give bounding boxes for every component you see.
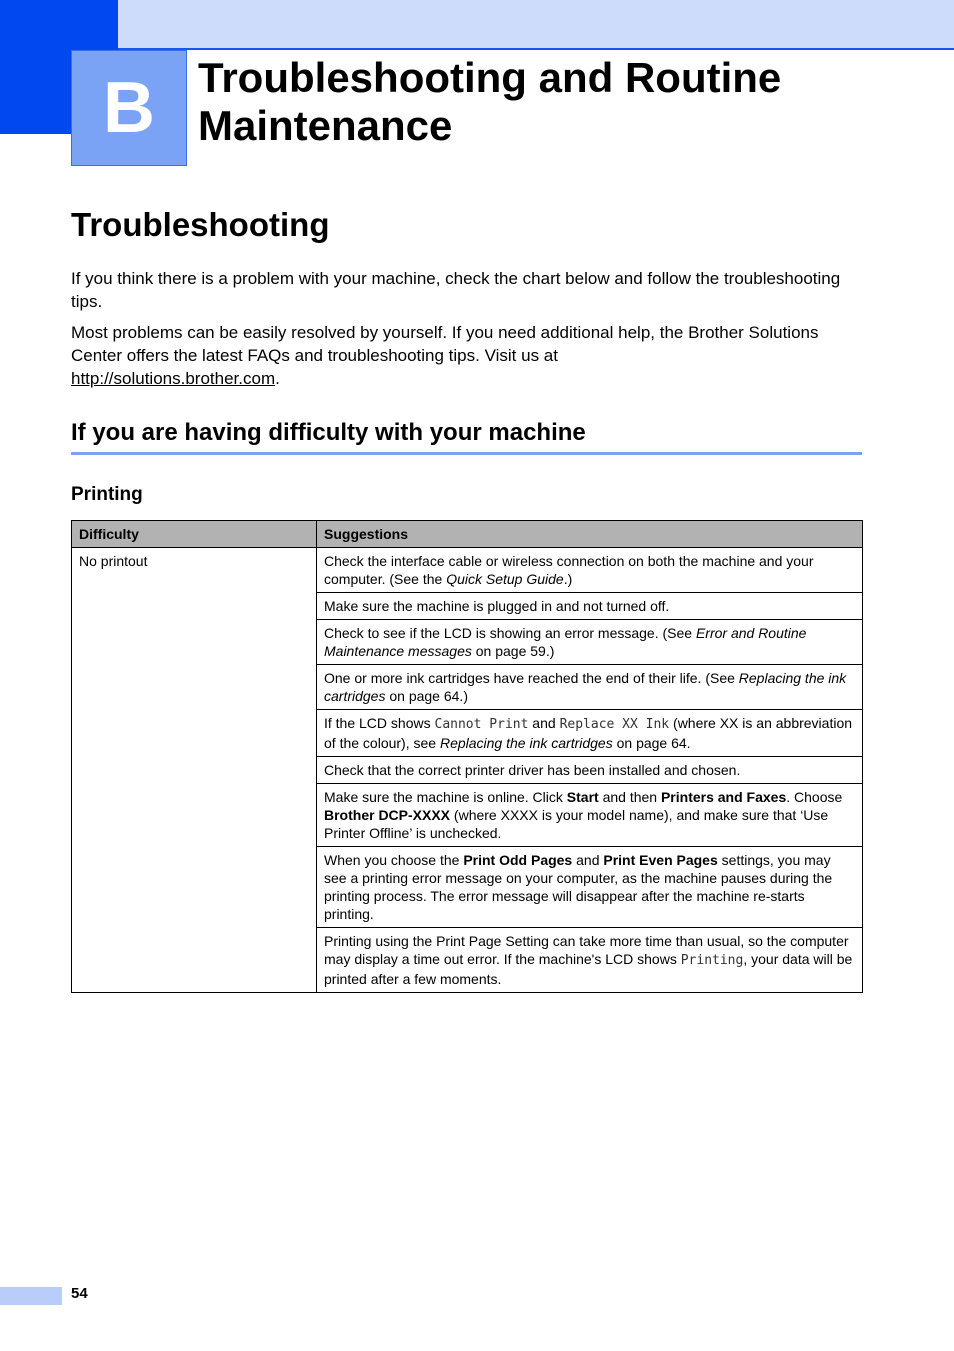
page-number: 54: [71, 1285, 88, 1302]
suggestion-ref: Replacing the ink cartridges: [324, 670, 847, 704]
suggestion-ref: Replacing the ink cartridges: [439, 735, 613, 751]
ui-term: Print Even Pages: [603, 852, 718, 868]
suggestion-text: If the LCD shows: [324, 715, 435, 731]
page-number-tab: [0, 1287, 62, 1305]
suggestion-cell: [317, 757, 863, 784]
suggestion-text: Make sure the machine is online. Click: [324, 789, 567, 805]
suggestion-text: (where XX is an abbreviation of the colour), see: [324, 715, 853, 751]
chapter-letter: B: [103, 68, 155, 148]
suggestion-text: settings, you may see a printing error message on your computer, as the machine pauses during the printing process. The error message will disappear after the machine re-starts printing.: [324, 852, 833, 922]
suggestion-text: .): [563, 571, 573, 587]
help-text: Most problems can be easily resolved by yourself. If you need additional help, the Brother Solutions Center offers the latest FAQs and troubleshooting tips. Visit us at: [71, 323, 819, 365]
header-suggestions: Suggestions: [317, 521, 863, 548]
suggestion-text: , your data will be printed after a few moments.: [324, 951, 853, 987]
ui-term: Start: [566, 789, 599, 805]
suggestion-text: (where XXXX is your model name), and make sure that ‘Use Printer Offline’ is unchecked.: [324, 807, 829, 841]
suggestion-cell: [317, 784, 863, 847]
suggestion-text: One or more ink cartridges have reached the end of their life. (See: [324, 670, 739, 686]
table-row: [72, 548, 863, 593]
section-title: Troubleshooting: [71, 206, 330, 243]
suggestion-text: on page 64.: [612, 735, 691, 751]
suggestion-ref: Error and Routine Maintenance messages: [324, 625, 807, 659]
suggestion-text: Printing using the Print Page Setting can take more time than usual, so the computer may display a time out error. If the machine's LCD shows: [324, 933, 849, 967]
suggestion-text: When you choose the: [324, 852, 464, 868]
intro-paragraph: If you think there is a problem with your machine, check the chart below and follow the troubleshooting tips.: [71, 269, 841, 311]
suggestion-text: on page 59.): [471, 643, 555, 659]
suggestion-text: . Choose: [786, 789, 843, 805]
suggestion-text: Check that the correct printer driver has been installed and chosen.: [324, 762, 741, 778]
suggestion-cell: [317, 620, 863, 665]
difficulty-cell: No printout: [72, 548, 317, 993]
suggestion-text: and then: [598, 789, 661, 805]
suggestion-text: Check to see if the LCD is showing an error message. (See: [324, 625, 696, 641]
ui-term: Printers and Faxes: [660, 789, 787, 805]
suggestion-text: and: [528, 715, 560, 731]
lcd-message: Cannot Print: [434, 717, 529, 732]
suggestion-cell: [317, 665, 863, 710]
lcd-message: Printing: [680, 953, 744, 968]
suggestion-ref: Quick Setup Guide: [446, 571, 564, 587]
ui-term: Print Odd Pages: [463, 852, 573, 868]
subsection-title: If you are having difficulty with your machine: [71, 418, 862, 455]
suggestion-text: Make sure the machine is plugged in and not turned off.: [324, 598, 670, 614]
troubleshooting-table: [71, 520, 863, 993]
suggestion-cell: [317, 593, 863, 620]
ui-term: Brother DCP-XXXX: [324, 807, 451, 823]
suggestion-cell: [317, 710, 863, 757]
page-content: [71, 205, 862, 993]
table-header-row: [72, 521, 863, 548]
chapter-title: Troubleshooting and Routine Maintenance: [198, 54, 782, 149]
help-paragraph: [71, 321, 862, 390]
top-band: [0, 0, 954, 49]
suggestion-text: on page 64.): [385, 688, 468, 704]
suggestion-cell: [317, 548, 863, 593]
suggestion-text: Check the interface cable or wireless connection on both the machine and your computer. (See the: [324, 553, 814, 587]
header-difficulty: Difficulty: [72, 521, 317, 548]
lcd-message: Replace XX Ink: [559, 717, 670, 732]
printing-heading: Printing: [71, 484, 143, 505]
top-rule: [118, 48, 954, 50]
chapter-letter-box: [71, 50, 187, 166]
suggestion-cell: [317, 928, 863, 993]
help-text-end: .: [275, 369, 280, 388]
solutions-link[interactable]: http://solutions.brother.com: [71, 369, 276, 388]
suggestion-cell: [317, 847, 863, 928]
suggestion-text: and: [572, 852, 604, 868]
